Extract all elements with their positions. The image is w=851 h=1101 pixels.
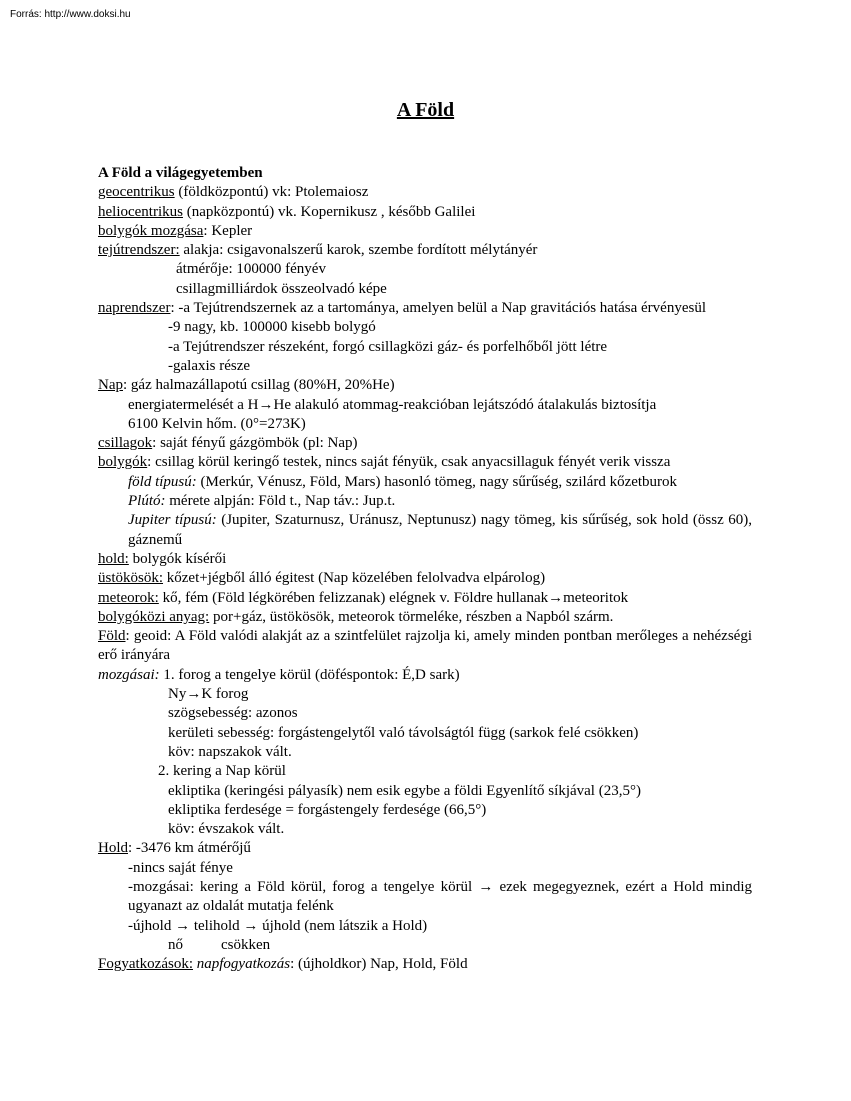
definition: kőzet+jégből álló égitest (Nap közelében felolvadva elpárolog) [163, 570, 546, 587]
term: bolygók [98, 454, 148, 471]
definition: 1. forog a tengelye körül (döféspontok: É,D sark) [159, 666, 460, 683]
definition: : Kepler [203, 222, 253, 239]
entry-hold [98, 839, 752, 858]
grows-label: nő [168, 936, 183, 953]
tejut-line: átmérője: 100000 fényév [176, 261, 326, 278]
definition: (földközpontú) vk: Ptolemaiosz [174, 184, 369, 201]
entry-fold [98, 627, 752, 666]
definition: kő, fém (Föld légkörében felizzanak) elégnek v. Földre hullanak→meteoritok [158, 589, 629, 606]
list-item: -9 nagy, kb. 100000 kisebb bolygó [168, 319, 376, 336]
list-item: kerületi sebesség: forgástengelytől való távolságtól függ (sarkok felé csökken) [168, 724, 639, 741]
definition: por+gáz, üstökösök, meteorok törmeléke, részben a Napból szárm. [209, 608, 614, 625]
subterm: Plútó: [128, 493, 166, 510]
entry-nap [98, 376, 752, 395]
definition: : -a Tejútrendszernek az a tartománya, amelyen belül a Nap gravitációs hatása érvényesül [170, 300, 706, 317]
list-item: -nincs saját fénye [128, 859, 233, 876]
entry-fogyatkozasok [98, 955, 752, 974]
list-item: Ny→K forog [168, 686, 249, 703]
entry-csillagok [98, 434, 752, 453]
term: geocentrikus [98, 184, 175, 201]
entry-heliocentrikus [98, 203, 752, 222]
term: Nap [98, 377, 123, 394]
list-item: ekliptika (keringési pályasík) nem esik egybe a földi Egyenlítő síkjával (23,5°) [168, 782, 641, 799]
list-item: ekliptika ferdesége = forgástengely ferdesége (66,5°) [168, 801, 487, 818]
entry-meteorok [98, 589, 752, 608]
term: tejútrendszer: [98, 242, 180, 259]
definition: : (újholdkor) Nap, Hold, Föld [290, 956, 468, 973]
term: bolygók mozgása [98, 222, 204, 239]
subterm: napfogyatkozás [196, 956, 291, 973]
definition: bolygók kísérői [128, 550, 227, 567]
section-heading: A Föld a világegyetemben [98, 165, 263, 181]
list-item: szögsebesség: azonos [168, 705, 298, 722]
list-item: -galaxis része [168, 357, 251, 374]
nap-line: 6100 Kelvin hőm. (0°=273K) [128, 415, 306, 432]
subterm-text: mérete alpján: Föld t., Nap táv.: Jup.t. [165, 493, 396, 510]
term: mozgásai: [98, 666, 160, 683]
list-item: köv: napszakok vált. [168, 743, 292, 760]
term: csillagok [98, 435, 153, 452]
term: Hold [98, 840, 128, 857]
nap-line: energiatermelését a H→He alakuló atommag-reakcióban lejátszódó átalakulás biztosítja [128, 396, 657, 413]
entry-ustokosok [98, 569, 752, 588]
entry-geocentrikus [98, 183, 752, 202]
source-label: Forrás: http://www.doksi.hu [10, 9, 131, 20]
entry-bolygok [98, 453, 752, 472]
entry-mozgasai [98, 666, 752, 685]
definition: (napközpontú) vk. Kopernikusz , később Galilei [182, 203, 476, 220]
list-item: köv: évszakok vált. [168, 821, 285, 838]
bolygok-pluto [98, 492, 752, 511]
term: naprendszer [98, 300, 171, 317]
term: hold: [98, 550, 129, 567]
term: bolygóközi anyag: [98, 608, 210, 625]
list-item: -mozgásai: kering a Föld körül, forog a tengelye körül → ezek megegyeznek, ezért a Hold mindig ugyanazt az oldalát mutatja felénk [128, 878, 752, 915]
entry-hold-short [98, 550, 752, 569]
term: meteorok: [98, 589, 159, 606]
definition: : csillag körül keringő testek, nincs saját fényük, csak anyacsillaguk fényét verik vissza [147, 454, 671, 471]
entry-tejutrendszer [98, 241, 752, 260]
term: Fogyatkozások: [98, 956, 193, 973]
tejut-line: csillagmilliárdok összeolvadó képe [176, 280, 387, 297]
term: heliocentrikus [98, 203, 183, 220]
definition: : saját fényű gázgömbök (pl: Nap) [152, 435, 358, 452]
entry-bolygok-mozgasa [98, 222, 752, 241]
definition: alakja: csigavonalszerű karok, szembe fordított mélytányér [179, 242, 538, 259]
list-item: -újhold → telihold → újhold (nem látszik a Hold) [128, 917, 428, 934]
subterm-text: (Merkúr, Vénusz, Föld, Mars) hasonló tömeg, nagy sűrűség, szilárd kőzetburok [196, 473, 678, 490]
mozgasai-second: 2. kering a Nap körül [158, 763, 286, 780]
bolygok-fold-tipus [98, 473, 752, 492]
entry-naprendszer [98, 299, 752, 318]
page-title: A Föld [396, 99, 455, 121]
term: Föld [98, 628, 126, 645]
subterm-text: (Jupiter, Szaturnusz, Uránusz, Neptunusz) nagy tömeg, kis sűrűség, sok hold (össz 60), gáznemű [128, 512, 752, 548]
subterm: Jupiter típusú: [128, 512, 217, 529]
entry-bolygokozi [98, 608, 752, 627]
shrinks-label: csökken [221, 936, 271, 953]
definition: : geoid: A Föld valódi alakját az a szintfelület rajzolja ki, amely minden pontban merőleges a nehézségi erő irányára [98, 628, 752, 664]
term: üstökösök: [98, 570, 164, 587]
definition: : -3476 km átmérőjű [128, 840, 251, 857]
hold-phase-labels [98, 936, 752, 955]
list-item: -a Tejútrendszer részeként, forgó csillagközi gáz- és porfelhőből jött létre [168, 338, 608, 355]
subterm: föld típusú: [128, 473, 197, 490]
bolygok-jupiter-tipus [98, 511, 752, 550]
document-body [98, 164, 752, 974]
definition: : gáz halmazállapotú csillag (80%H, 20%He) [123, 377, 395, 394]
